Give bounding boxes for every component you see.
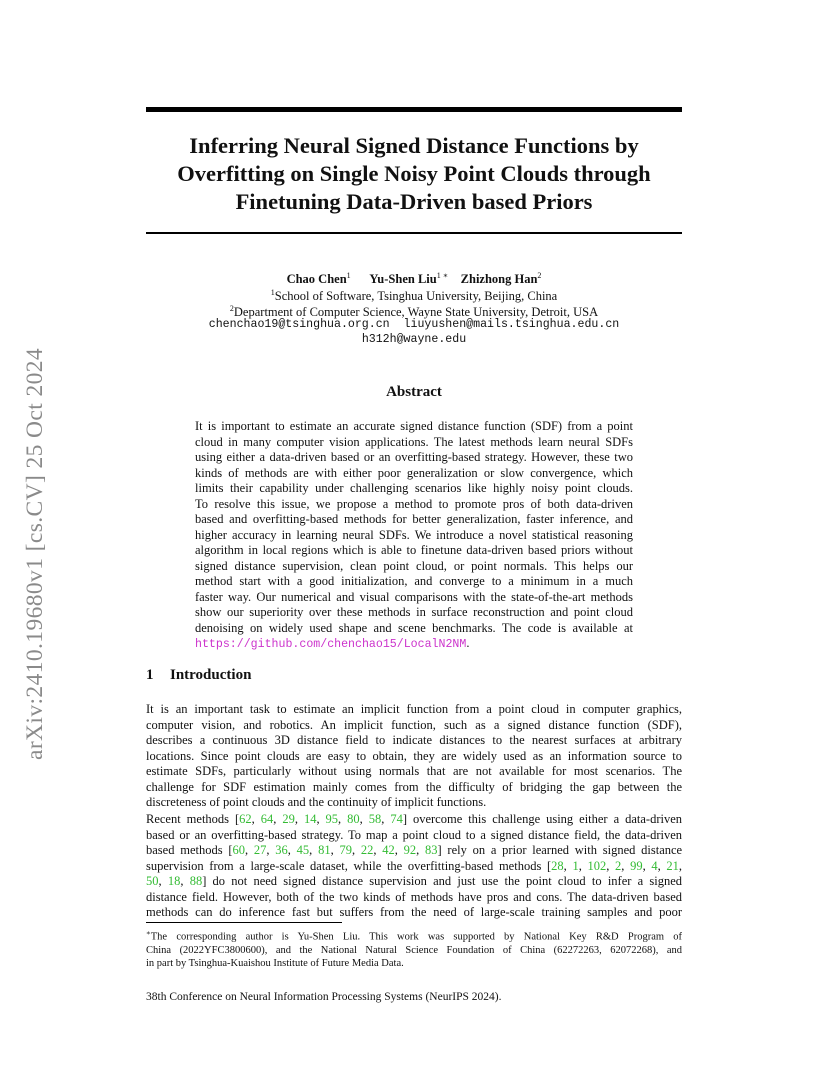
- citation-link[interactable]: 81: [318, 843, 331, 857]
- text-run: Recent methods [: [146, 812, 240, 826]
- citation-link[interactable]: 2: [615, 858, 622, 873]
- author-email[interactable]: h312h@wayne.edu: [361, 333, 467, 346]
- footnote-line: in part by Tsinghua-Kuaishou Institute of Future Media Data.: [146, 957, 404, 969]
- paragraph-line: methods can do inference fast but suffers from the need of large-scale training samples and poor: [146, 905, 682, 919]
- abstract-line: [195, 636, 633, 653]
- paragraph-line: computer vision, and robotics. An implicit function, such as a signed distance function (SDF),: [146, 717, 682, 732]
- citation-link[interactable]: 14: [303, 812, 317, 826]
- title-line: Inferring Neural Signed Distance Functions by: [189, 133, 639, 158]
- citation-link[interactable]: 27: [253, 843, 267, 857]
- citation-link[interactable]: 45: [296, 843, 310, 857]
- abstract-line: based and overfitting-based methods for better generalization, faster inference, and: [195, 512, 633, 526]
- paragraph-line: describes a continuous 3D distance field to indicate distances to the nearest surfaces at arbitrary: [146, 733, 682, 747]
- abstract-body: [195, 419, 633, 653]
- paragraph-line: challenge for SDF estimation mainly comes from the difficulty of bridging the gap between the: [146, 779, 682, 794]
- affiliation-text: School of Software, Tsinghua University, Beijing, China: [274, 289, 558, 304]
- affiliation-mark: 1: [270, 288, 275, 297]
- affiliation-mark: 2: [229, 304, 234, 313]
- citation-link[interactable]: 36: [275, 843, 288, 857]
- paragraph-line: locations. Since point clouds are easy to obtain, they are widely used as an information source to: [146, 748, 682, 763]
- citation-link[interactable]: 62: [239, 812, 252, 826]
- intro-paragraph-2: [146, 812, 682, 921]
- conference-note: 38th Conference on Neural Information Processing Systems (NeurIPS 2024).: [146, 991, 502, 1003]
- citation-link[interactable]: 21: [666, 858, 679, 873]
- paragraph-line: discreteness of point clouds and the continuity of implicit functions.: [146, 795, 487, 809]
- section-heading: [146, 667, 251, 684]
- text-run: ,: [678, 858, 683, 873]
- citation-group: 60, 27, 36, 45, 81, 79, 22, 42, 92, 83: [232, 843, 438, 857]
- abstract-line: show our superiority over these methods in surface reconstruction and point cloud: [195, 605, 633, 619]
- citation-link[interactable]: 58: [368, 812, 382, 826]
- citation-link[interactable]: 42: [382, 843, 395, 857]
- title-top-rule: [146, 107, 682, 112]
- author-affil-mark: 1: [346, 271, 351, 280]
- abstract-line: method start with a good initialization, and converge to a minimum in a much: [195, 574, 633, 588]
- paragraph-line: It is an important task to estimate an implicit function from a point cloud in computer graphics,: [146, 702, 682, 716]
- title-line: Finetuning Data-Driven based Priors: [235, 189, 593, 214]
- citation-link[interactable]: 28: [551, 858, 564, 873]
- author-emails[interactable]: chenchao19@tsinghua.org.cn liuyushen@mails.tsinghua.edu.cn: [208, 318, 620, 331]
- abstract-line: faster way. Our numerical and visual comparisons with the state-of-the-art methods: [195, 589, 633, 604]
- arxiv-stamp-text: arXiv:2410.19680v1 [cs.CV] 25 Oct 2024: [22, 347, 48, 760]
- citation-group: 28, 1, 102, 2, 99, 4, 21: [551, 858, 679, 873]
- citation-group: 62, 64, 29, 14, 95, 80, 58, 74: [239, 812, 403, 826]
- abstract-line: kinds of methods are with either poor generalization or slow convergence, which: [195, 465, 633, 480]
- paragraph-line: estimate SDFs, particularly without using normals that are not available for most scenarios. The: [146, 764, 682, 778]
- text-run: supervision from a large-scale dataset, while the overfitting-based methods [: [146, 858, 552, 873]
- citation-link[interactable]: 79: [339, 843, 352, 857]
- citation-link[interactable]: 80: [347, 812, 360, 826]
- citation-link[interactable]: 92: [403, 843, 417, 857]
- footnote: [146, 927, 682, 970]
- text-run: The corresponding author is Yu-Shen Liu. This work was supported by National Key R&D Program of: [150, 931, 682, 943]
- citation-link[interactable]: 74: [390, 812, 403, 826]
- citation-link[interactable]: 102: [587, 858, 607, 873]
- text-run: ] overcome this challenge using either a data-driven: [402, 812, 682, 826]
- footnote-mark: ∗: [146, 929, 151, 937]
- paragraph-line: based or an overfitting-based strategy. To map a point cloud to a signed distance field, the data-driven: [146, 827, 682, 842]
- citation-link[interactable]: 83: [425, 843, 438, 857]
- text-run: based methods [: [146, 843, 233, 857]
- section-title: Introduction: [170, 667, 252, 683]
- author-name: Zhizhong Han: [460, 272, 538, 287]
- abstract-period: .: [466, 636, 470, 650]
- abstract-heading: Abstract: [386, 384, 442, 400]
- abstract-line: It is important to estimate an accurate signed distance function (SDF) from a point: [195, 419, 633, 433]
- author-affil-mark: 2: [537, 271, 542, 280]
- citation-link[interactable]: 88: [189, 874, 203, 888]
- citation-link[interactable]: 99: [630, 858, 643, 873]
- citation-link[interactable]: 29: [282, 812, 295, 826]
- paragraph-line: [146, 874, 682, 890]
- abstract-line: using either a data-driven based or an overfitting-based strategy. However, these two: [195, 450, 633, 464]
- citation-link[interactable]: 60: [232, 843, 245, 857]
- title-bottom-rule: [146, 232, 682, 234]
- abstract-line: limits their capability under challenging scenarios like highly noisy point clouds.: [195, 481, 633, 495]
- citation-link[interactable]: 50: [146, 874, 159, 888]
- abstract-line: denoising on widely used shape and scene benchmarks. The code is available at: [195, 620, 633, 635]
- paragraph-line: [146, 843, 682, 859]
- text-run: ] do not need signed distance supervision and just use the point cloud to infer a signed: [202, 874, 683, 888]
- affiliation-text: Department of Computer Science, Wayne State University, Detroit, USA: [233, 305, 599, 320]
- citation-link[interactable]: 95: [325, 812, 339, 826]
- section-number: 1: [146, 667, 154, 683]
- abstract-line: To resolve this issue, we propose a method to promote pros of both data-driven: [195, 496, 633, 511]
- paragraph-line: [146, 859, 682, 875]
- abstract-line: signed distance supervision, clean point cloud, or point normals. This helps our: [195, 558, 633, 573]
- abstract-line: higher accuracy in learning neural SDFs. We introduce a novel statistical reasoning: [195, 527, 633, 542]
- citation-link[interactable]: 22: [360, 843, 374, 857]
- paper-title: [146, 132, 682, 216]
- citation-group: 50, 18, 88: [146, 874, 203, 888]
- footnote-line: [146, 927, 682, 944]
- author-affil-mark: 1 ∗: [436, 271, 449, 280]
- footnote-rule: [146, 922, 342, 923]
- title-line: Overfitting on Single Noisy Point Clouds through: [177, 161, 651, 186]
- abstract-line: cloud in many computer vision applications. The latest methods learn neural SDFs: [195, 434, 633, 449]
- code-link[interactable]: https://github.com/chenchao15/LocalN2NM: [195, 638, 467, 651]
- citation-link[interactable]: 64: [260, 812, 274, 826]
- paragraph-line: [146, 812, 682, 828]
- intro-paragraph-1: [146, 702, 682, 811]
- text-run: ] rely on a prior learned with signed distance: [437, 843, 683, 857]
- footnote-line: China (2022YFC3800600), and the National Natural Science Foundation of China (62272263, 62072268), and: [146, 944, 682, 956]
- author-name: Yu-Shen Liu: [369, 272, 437, 287]
- abstract-line: algorithm in local regions which is able to finetune data-driven based priors without: [195, 543, 633, 557]
- citation-link[interactable]: 18: [167, 874, 181, 888]
- citation-link[interactable]: 4: [651, 858, 658, 873]
- paragraph-line: distance field. However, both of the two kinds of methods have pros and cons. The data-driven based: [146, 889, 682, 904]
- author-name: Chao Chen: [286, 272, 347, 287]
- citation-link[interactable]: 1: [572, 858, 579, 873]
